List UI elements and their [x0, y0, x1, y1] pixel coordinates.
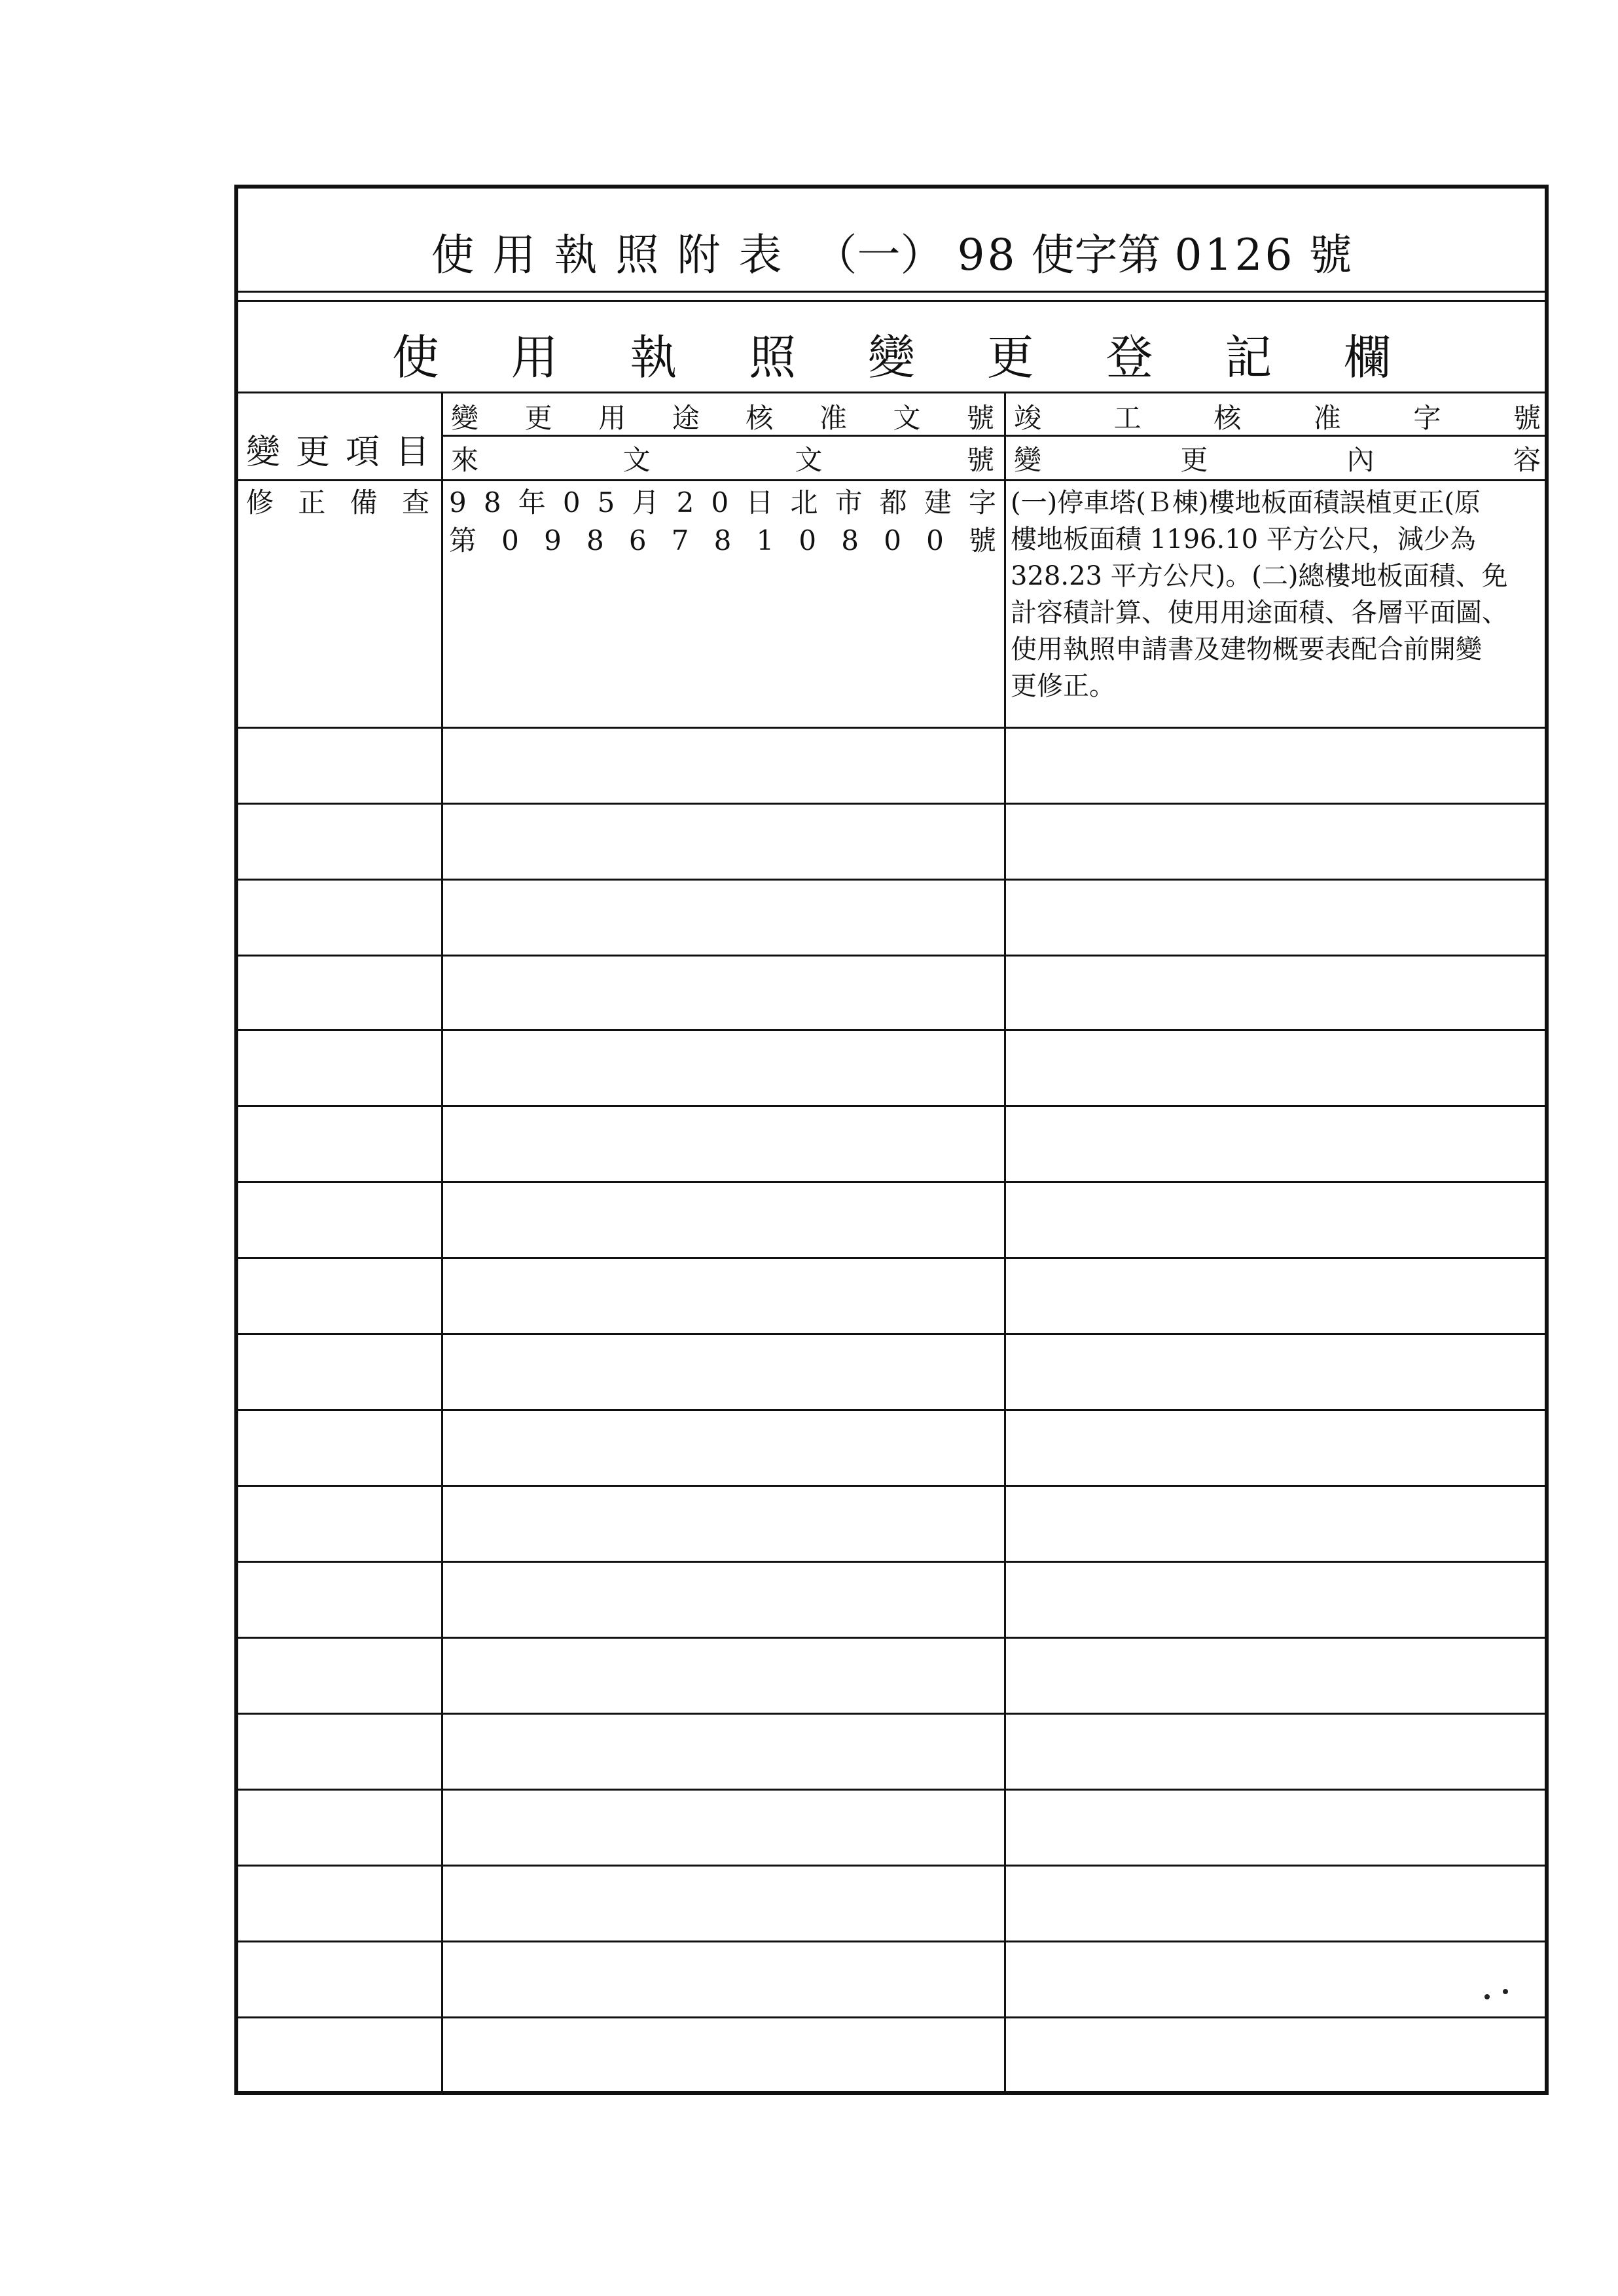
content-line: 計容積計算、使用用途面積、各層平面圖、 — [1011, 598, 1508, 628]
content-line: 使用執照申請書及建物概要表配合前開變 — [1011, 634, 1482, 665]
empty-row-divider — [238, 1561, 1545, 1563]
empty-row-divider — [238, 1789, 1545, 1791]
section-title-char: 照 — [749, 330, 797, 385]
subtitle-divider — [238, 392, 1545, 393]
content-line: (一)停車塔(Ｂ棟)樓地板面積誤植更正(原 — [1011, 488, 1481, 518]
section-title-char: 欄 — [1344, 330, 1392, 385]
empty-row-divider — [238, 1941, 1545, 1942]
column-divider-1 — [441, 392, 443, 2091]
empty-row-divider — [238, 1105, 1545, 1107]
empty-row-divider — [238, 2016, 1545, 2018]
empty-row-divider — [238, 1485, 1545, 1487]
title-divider-2 — [238, 300, 1545, 302]
empty-row-divider — [238, 879, 1545, 881]
empty-row-divider — [238, 955, 1545, 957]
empty-row-divider — [238, 1865, 1545, 1867]
column-divider-2 — [1004, 392, 1006, 2091]
title-divider-1 — [238, 291, 1545, 293]
header-change-content: 變 更 內 容 — [1014, 444, 1541, 476]
section-title-char: 變 — [867, 330, 915, 385]
empty-row-divider — [238, 803, 1545, 805]
entry-doc-line-2: 第 0 9 8 6 7 8 1 0 8 0 0 號 — [449, 524, 996, 556]
entry-change-content — [1011, 484, 1547, 704]
empty-row-divider — [238, 1333, 1545, 1335]
empty-row-divider — [238, 1713, 1545, 1715]
scan-speck — [1484, 1994, 1490, 1999]
section-title — [238, 319, 1545, 388]
entry-doc-line-1: 9 8 年 0 5 月 2 0 日 北 市 都 建 字 — [449, 486, 996, 519]
section-title-char: 使 — [391, 330, 439, 385]
section-title-char: 記 — [1225, 330, 1272, 385]
title-suffix: 號 — [1308, 230, 1352, 280]
change-registration-table — [234, 185, 1549, 2095]
content-line: 328.23 平方公尺)。(二)總樓地板面積、免 — [1011, 561, 1508, 591]
header-completion-no: 竣 工 核 准 字 號 — [1014, 402, 1541, 434]
title-mid: 使字第 — [1031, 230, 1161, 280]
empty-row-divider — [238, 1029, 1545, 1031]
section-title-char: 用 — [511, 330, 558, 385]
empty-row-divider — [238, 1637, 1545, 1639]
permit-number: 0126 — [1174, 230, 1295, 280]
header-mid-divider — [441, 435, 1545, 437]
header-incoming-doc: 來 文 文 號 — [451, 444, 994, 476]
empty-row-divider — [238, 1409, 1545, 1411]
section-title-char: 執 — [630, 330, 677, 385]
section-title-char: 登 — [1106, 330, 1153, 385]
header-approval-doc: 變 更 用 途 核 准 文 號 — [451, 402, 994, 434]
header-change-item: 變 更 項 目 — [246, 433, 429, 472]
title-prefix: 使用執照附表 — [431, 230, 800, 280]
header-bottom-divider — [238, 479, 1545, 481]
document-title — [238, 220, 1545, 282]
empty-row-divider — [238, 1257, 1545, 1259]
scan-speck — [1503, 1989, 1508, 1994]
entry-row-divider — [238, 727, 1545, 729]
title-paren: （一） — [814, 230, 944, 280]
permit-year: 98 — [957, 230, 1018, 280]
content-line: 更修正。 — [1011, 671, 1115, 701]
section-title-char: 更 — [986, 330, 1034, 385]
empty-row-divider — [238, 1181, 1545, 1183]
content-line: 樓地板面積 1196.10 平方公尺，減少為 — [1011, 524, 1476, 555]
entry-change-item: 修 正 備 查 — [246, 486, 429, 519]
